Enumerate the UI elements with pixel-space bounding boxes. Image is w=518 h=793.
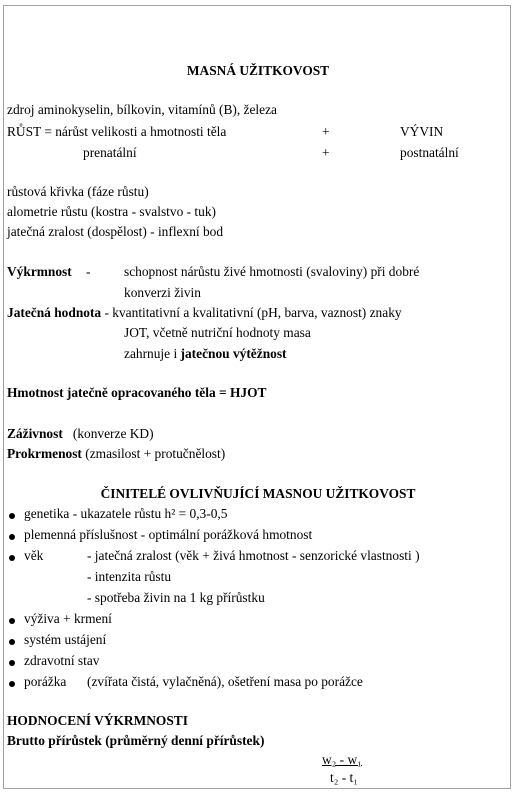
page-title: MASNÁ UŽITKOVOST: [186, 63, 330, 78]
vykrmnost-dash: -: [86, 264, 91, 279]
prokrmenost-line: [7, 446, 225, 462]
vykrmnost-definition-cont: konverzi živin: [124, 285, 201, 300]
brutto-label: Brutto přírůstek (průměrný denní přírůstek): [7, 733, 265, 748]
factor-zdravotni: zdravotní stav: [24, 653, 100, 668]
slaughter-maturity-line: jatečná zralost (dospělost) - inflexní bod: [7, 224, 224, 239]
intro-source-line: zdroj aminokyselin, bílkovin, vitamínů (B), železa: [7, 102, 277, 117]
prenatal-label: prenatální: [83, 145, 137, 160]
vyvin-label: VÝVIN: [400, 124, 444, 139]
factor-vek-label: věk: [24, 548, 44, 563]
bullet-icon: [9, 660, 15, 666]
jatecna-vytieznost-line: [124, 346, 287, 362]
jatecna-vytieznost-term: jatečnou výtěžnost: [180, 346, 287, 361]
document-page: [3, 5, 511, 789]
factor-porazka-definition: (zvířata čistá, vylačněná), ošetření masa po porážce: [87, 674, 363, 689]
bullet-icon: [9, 639, 15, 645]
factor-vek-item: - intenzita růstu: [87, 569, 172, 584]
factors-heading: ČINITELÉ OVLIVŇUJÍCÍ MASNOU UŽITKOVOST: [100, 486, 416, 501]
bullet-icon: [9, 681, 15, 687]
jatecna-hodnota-cont: JOT, včetně nutriční hodnoty masa: [124, 325, 311, 340]
prokrmenost-term: Prokrmenost: [7, 446, 82, 461]
plus-sign: +: [322, 124, 330, 139]
jatecna-hodnota-definition: - kvantitativní a kvalitativní (pH, barva, vaznost) znaky: [104, 305, 402, 320]
plus-sign: +: [322, 145, 330, 160]
factor-porazka-label: porážka: [24, 674, 67, 689]
factor-ustajeni: systém ustájení: [24, 632, 107, 647]
factor-plemenna: plemenná příslušnost - optimální porážková hmotnost: [24, 527, 313, 542]
vykrmnost-term: Výkrmnost: [7, 264, 72, 279]
factor-vek-item: - jatečná zralost (věk + živá hmotnost - senzorické vlastnosti ): [87, 548, 420, 563]
jatecna-vytieznost-prefix: zahrnuje i: [124, 346, 181, 361]
postnatal-label: postnatální: [400, 145, 459, 160]
vykrmnost-definition: schopnost nárůstu živé hmotnosti (svaloviny) při dobré: [124, 264, 420, 279]
factor-vyziva: výživa + krmení: [24, 611, 112, 626]
factor-genetika: genetika - ukazatele růstu h² = 0,3-0,5: [24, 506, 228, 521]
bullet-icon: [9, 534, 15, 540]
factor-vek-item: - spotřeba živin na 1 kg přírůstku: [87, 590, 265, 605]
formula-numerator: w₂ - w₁: [322, 752, 362, 767]
prokrmenost-definition: (zmasilost + protučnělost): [85, 446, 226, 461]
bullet-icon: [9, 618, 15, 624]
evaluation-heading: HODNOCENÍ VÝKRMNOSTI: [7, 713, 188, 728]
bullet-icon: [9, 513, 15, 519]
rust-definition: RŮST = nárůst velikosti a hmotnosti těla: [7, 124, 227, 139]
allometry-line: alometrie růstu (kostra - svalstvo - tuk): [7, 204, 216, 219]
zazivnost-line: [7, 426, 154, 442]
zazivnost-term: Záživnost: [7, 426, 63, 441]
jatecna-hodnota-line: [7, 305, 402, 321]
bullet-icon: [9, 555, 15, 561]
formula-denominator: t₂ - t₁: [330, 770, 358, 785]
jatecna-hodnota-term: Jatečná hodnota: [7, 305, 102, 320]
zazivnost-definition: (konverze KD): [72, 426, 154, 441]
hjot-definition: Hmotnost jatečně opracovaného těla = HJOT: [7, 385, 267, 400]
growth-curve-line: růstová křivka (fáze růstu): [7, 184, 149, 199]
